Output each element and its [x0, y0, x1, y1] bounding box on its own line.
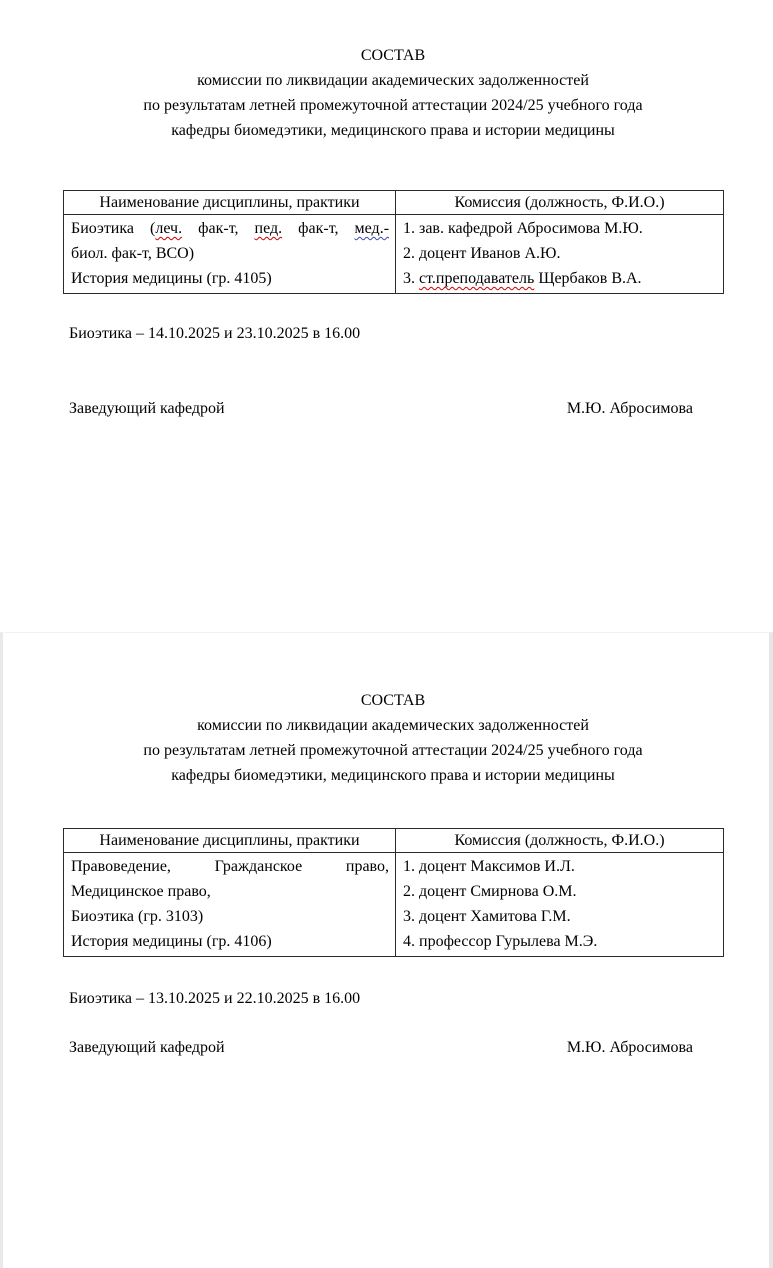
table-header-commission: Комиссия (должность, Ф.И.О.)	[396, 191, 724, 215]
page-2-content	[63, 633, 723, 1060]
cell-line	[71, 854, 389, 879]
text-segment: Биоэтика (гр. 3103)	[71, 908, 204, 925]
spellcheck-blue-word: мед.-	[354, 220, 390, 237]
title-line: по результатам летней промежуточной аттестации 2024/25 учебного года	[143, 742, 643, 759]
cell-line	[71, 929, 389, 954]
title-line: СОСТАВ	[360, 47, 426, 64]
signature-position: Заведующий кафедрой	[69, 1039, 225, 1056]
table-header-commission: Комиссия (должность, Ф.И.О.)	[396, 829, 724, 853]
cell-line	[403, 854, 717, 879]
text-segment: 4. профессор Гурылева М.Э.	[403, 933, 598, 950]
text-segment: 3.	[403, 270, 419, 287]
signature-row	[63, 1035, 723, 1060]
title-line: по результатам летней промежуточной аттестации 2024/25 учебного года	[143, 97, 643, 114]
text-segment: Биоэтика (	[71, 220, 156, 237]
text-segment: 1. зав. кафедрой Абросимова М.Ю.	[403, 220, 643, 237]
cell-line	[403, 879, 717, 904]
text-segment: История медицины (гр. 4106)	[71, 933, 272, 950]
cell-line	[71, 216, 389, 241]
cell-line	[71, 879, 389, 904]
signature-row	[63, 396, 723, 421]
cell-line	[403, 266, 717, 291]
text-segment: фак-т,	[182, 220, 255, 237]
commission-cell	[396, 853, 724, 957]
text-segment: биол. фак-т, ВСО)	[71, 245, 195, 262]
committee-table	[63, 190, 724, 294]
cell-line	[403, 241, 717, 266]
title-line: кафедры биомедэтики, медицинского права и истории медицины	[171, 122, 615, 139]
cell-line	[71, 904, 389, 929]
text-segment: 2. доцент Иванов А.Ю.	[403, 245, 561, 262]
title-line: СОСТАВ	[360, 692, 426, 709]
cell-line	[71, 266, 389, 291]
commission-cell	[396, 215, 724, 294]
text-segment: 1. доцент Максимов И.Л.	[403, 858, 575, 875]
cell-line	[403, 904, 717, 929]
spellcheck-red-word: леч.	[155, 220, 183, 237]
title-line: кафедры биомедэтики, медицинского права и истории медицины	[171, 767, 615, 784]
discipline-cell	[64, 215, 396, 294]
text-segment: Щербаков В.А.	[534, 270, 642, 287]
spellcheck-red-word: пед.	[254, 220, 283, 237]
exam-schedule-line: Биоэтика – 13.10.2025 и 22.10.2025 в 16.00	[69, 990, 361, 1007]
text-segment: 2. доцент Смирнова О.М.	[403, 883, 577, 900]
table-header-row	[64, 829, 724, 853]
signature-name: М.Ю. Абросимова	[566, 400, 693, 417]
discipline-cell	[64, 853, 396, 957]
table-header-discipline: Наименование дисциплины, практики	[64, 191, 396, 215]
cell-line	[403, 216, 717, 241]
cell-line	[403, 929, 717, 954]
text-segment: фак-т,	[282, 220, 355, 237]
text-segment: 3. доцент Хамитова Г.М.	[403, 908, 571, 925]
document-title	[63, 0, 723, 143]
exam-schedule-line: Биоэтика – 14.10.2025 и 23.10.2025 в 16.00	[69, 325, 361, 342]
cell-line	[71, 241, 389, 266]
signature-position: Заведующий кафедрой	[69, 400, 225, 417]
table-header-discipline: Наименование дисциплины, практики	[64, 829, 396, 853]
title-line: комиссии по ликвидации академических задолженностей	[197, 717, 589, 734]
committee-table	[63, 828, 724, 957]
page-1	[0, 0, 773, 632]
title-line: комиссии по ликвидации академических задолженностей	[197, 72, 589, 89]
text-segment: Медицинское право,	[71, 883, 211, 900]
page-2	[0, 632, 773, 1268]
spellcheck-red-word: ст.преподаватель	[419, 270, 535, 287]
table-header-row	[64, 191, 724, 215]
text-segment: История медицины (гр. 4105)	[71, 270, 272, 287]
table-row	[64, 853, 724, 957]
document-title	[63, 633, 723, 788]
signature-name: М.Ю. Абросимова	[566, 1039, 693, 1056]
page-1-content	[63, 0, 723, 421]
text-segment: Правоведение, Гражданское право,	[71, 858, 389, 875]
table-row	[64, 215, 724, 294]
